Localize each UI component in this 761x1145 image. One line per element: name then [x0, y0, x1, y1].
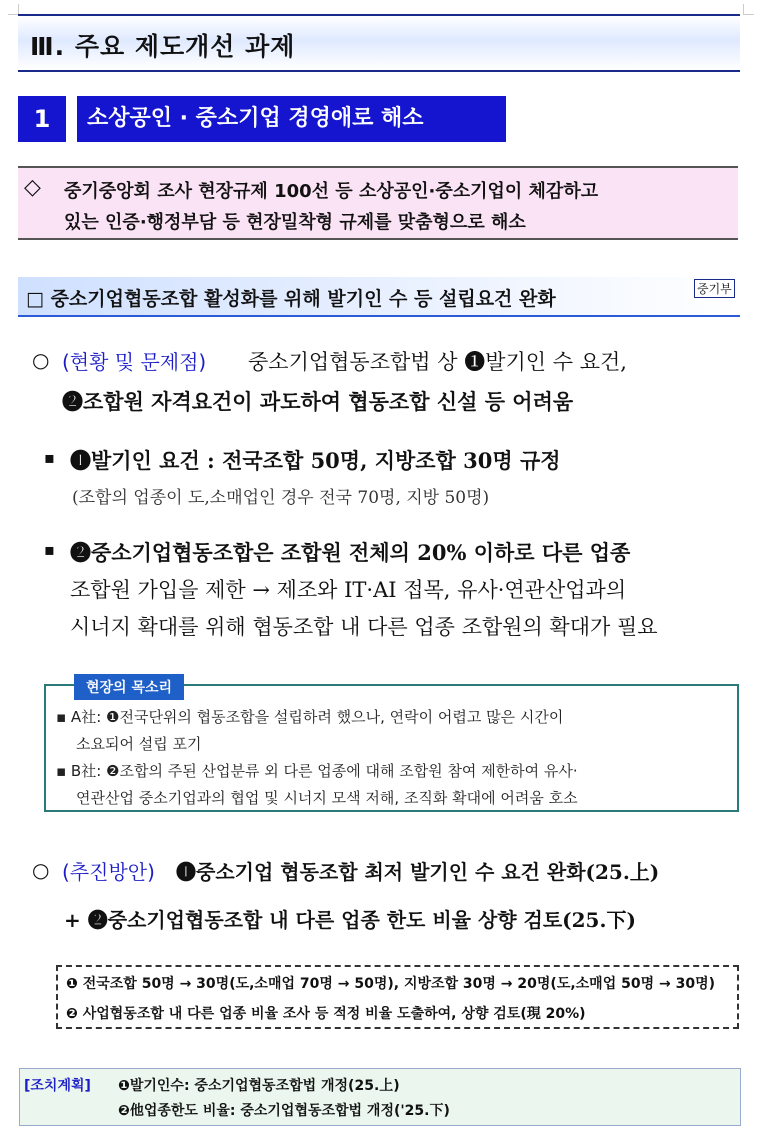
status-line-1: 중소기업협동조합법 상 ❶발기인 수 요건,	[248, 350, 627, 374]
summary-line-1: 중기중앙회 조사 현장규제 100선 등 소상공인·중소기업이 체감하고	[64, 181, 599, 202]
voice-box	[44, 684, 739, 812]
subheader-text: □ 중소기업협동조합 활성화를 위해 발기인 수 등 설립요건 완화	[26, 288, 556, 310]
voice-b-line-2: 연관산업 중소기업과의 협업 및 시너지 모색 저해, 조직화 확대에 어려움 호소	[76, 789, 578, 807]
summary-line-2: 있는 인증·행정부담 등 현장밀착형 규제를 맞춤형으로 해소	[64, 212, 526, 233]
ministry-tag: 중기부	[694, 279, 735, 298]
point-2-line-2: 조합원 가입을 제한 → 제조와 IT·AI 접목, 유사·연관산업과의	[70, 578, 627, 602]
status-label: (현황 및 문제점)	[62, 350, 207, 374]
page-corner-mark	[743, 4, 754, 15]
voice-tag: 현장의 목소리	[74, 674, 184, 700]
section-header	[18, 14, 740, 72]
plan-label: (추진방안)	[62, 860, 155, 884]
action-plan-label: [조치계획]	[24, 1078, 91, 1094]
subheader	[18, 277, 740, 317]
plan-bullet: ○	[32, 858, 50, 882]
plan-line-2: + ❷중소기업협동조합 내 다른 업종 한도 비율 상향 검토(25.下)	[64, 908, 636, 932]
summary-box	[18, 166, 738, 240]
action-plan-line-2: ❷他업종한도 비율: 중소기업협동조합법 개정('25.下)	[118, 1103, 450, 1119]
status-line-2: ❷조합원 자격요건이 과도하여 협동조합 신설 등 어려움	[62, 389, 574, 414]
point-2-bullet: ▪	[44, 540, 55, 559]
detail-line-2: ❷ 사업협동조합 내 다른 업종 비율 조사 등 적정 비율 도출하여, 상향 검토(現 20%)	[66, 1006, 586, 1022]
section-title: Ⅲ. 주요 제도개선 과제	[30, 32, 296, 61]
detail-line-1: ❶ 전국조합 50명 → 30명(도,소매업 70명 → 50명), 지방조합 30명 → 20명(도,소매업 50명 → 30명)	[66, 976, 715, 992]
diamond-icon: ◇	[24, 175, 41, 200]
item-title: 소상공인 · 중소기업 경영애로 해소	[77, 96, 506, 142]
point-2-line-3: 시너지 확대를 위해 협동조합 내 다른 업종 조합원의 확대가 필요	[70, 615, 658, 639]
point-1-bullet: ▪	[44, 448, 55, 467]
point-1-line-1: ❶발기인 요건 : 전국조합 50명, 지방조합 30명 규정	[70, 448, 561, 473]
voice-b-line-1: ▪ B社: ❷조합의 주된 산업분류 외 다른 업종에 대해 조합원 참여 제한하여 유사·	[56, 762, 578, 780]
point-2-line-1: ❷중소기업협동조합은 조합원 전체의 20% 이하로 다른 업종	[70, 540, 631, 565]
point-1-line-2: (조합의 업종이 도,소매업인 경우 전국 70명, 지방 50명)	[72, 488, 490, 508]
action-plan-line-1: ❶발기인수: 중소기업협동조합법 개정(25.上)	[118, 1078, 400, 1094]
voice-a-line-1: ▪ A社: ❶전국단위의 협동조합을 설립하려 했으나, 연락이 어렵고 많은 시간이	[56, 708, 564, 726]
item-number: 1	[18, 96, 66, 142]
voice-a-line-2: 소요되어 설립 포기	[76, 735, 202, 753]
status-bullet: ○	[32, 348, 50, 372]
plan-line-1: ❶중소기업 협동조합 최저 발기인 수 요건 완화(25.上)	[176, 860, 660, 884]
detail-box	[56, 965, 739, 1029]
